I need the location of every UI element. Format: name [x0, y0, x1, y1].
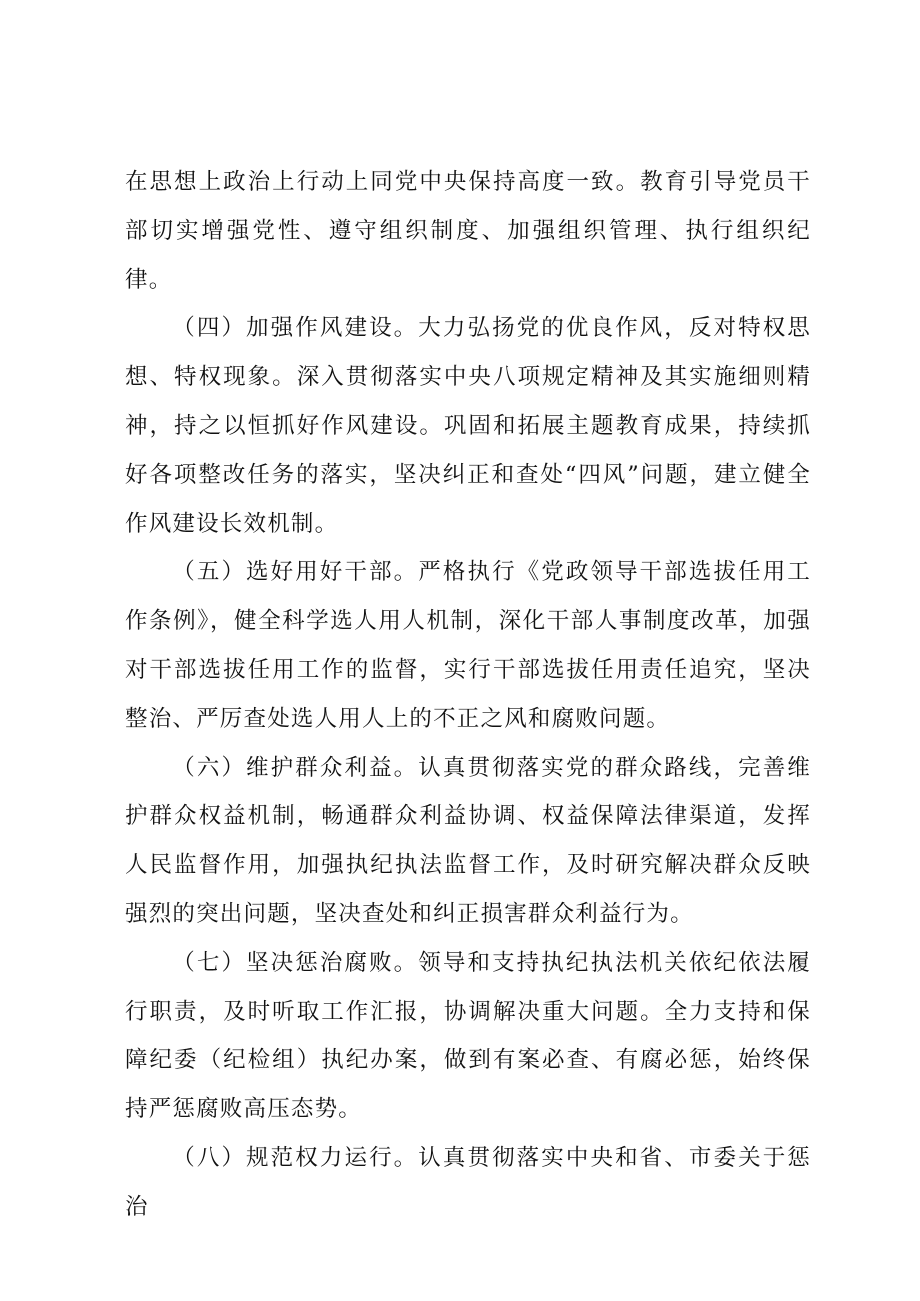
- paragraph-public-interest: （六）维护群众利益。认真贯彻落实党的群众路线，完善维护群众权益机制，畅通群众利益协调、权益保障法律渠道，发挥人民监督作用，加强执纪执法监督工作，及时研究解决群众反映强烈的突出问题，坚决查处和纠正损害群众利益行为。: [125, 754, 811, 927]
- document-body: [125, 158, 811, 1232]
- paragraph-cadre-selection: （五）选好用好干部。严格执行《党政领导干部选拔任用工作条例》，健全科学选人用人机制，深化干部人事制度改革，加强对干部选拔任用工作的监督，实行干部选拔任用责任追究，坚决整治、严厉查处选人用人上的不正之风和腐败问题。: [125, 559, 811, 732]
- paragraph-power-regulation: （八）规范权力运行。认真贯彻落实中央和省、市委关于惩治: [125, 1144, 811, 1220]
- paragraph-style-building: （四）加强作风建设。大力弘扬党的优良作风，反对特权思想、特权现象。深入贯彻落实中央八项规定精神及其实施细则精神，持之以恒抓好作风建设。巩固和拓展主题教育成果，持续抓好各项整改任务的落实，坚决纠正和查处“四风”问题，建立健全作风建设长效机制。: [125, 315, 811, 537]
- paragraph-anti-corruption: （七）坚决惩治腐败。领导和支持执纪执法机关依纪依法履行职责，及时听取工作汇报，协调解决重大问题。全力支持和保障纪委（纪检组）执纪办案，做到有案必查、有腐必惩，始终保持严惩腐败高压态势。: [125, 949, 811, 1123]
- paragraph-continuation: 在思想上政治上行动上同党中央保持高度一致。教育引导党员干部切实增强党性、遵守组织制度、加强组织管理、执行组织纪律。: [125, 169, 811, 293]
